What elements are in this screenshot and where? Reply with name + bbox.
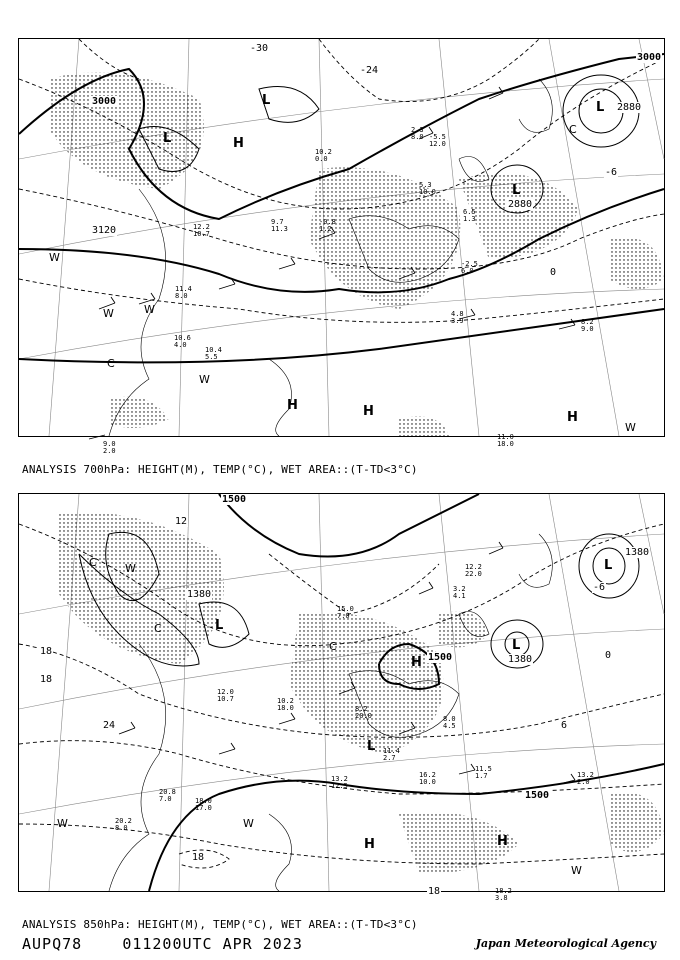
station-obs: 8.0 4.5 bbox=[443, 715, 456, 730]
isotherm-label: -24 bbox=[360, 65, 379, 76]
high-center: H bbox=[497, 834, 508, 849]
panel-caption-850hpa: ANALYSIS 850hPa: HEIGHT(M), TEMP(°C), WET AREA::(T-TD<3°C) bbox=[22, 918, 418, 931]
station-obs: -2.5 6.0 bbox=[461, 260, 478, 275]
low-center: L bbox=[604, 558, 613, 573]
low-center: L bbox=[512, 183, 521, 198]
agency-credit: Japan Meteorological Agency bbox=[475, 937, 656, 950]
low-center: L bbox=[596, 100, 605, 115]
warm-center: W bbox=[125, 562, 136, 575]
low-center: L bbox=[512, 638, 521, 653]
station-obs: 20.8 7.0 bbox=[159, 788, 176, 803]
height-label: 1380 bbox=[187, 589, 212, 600]
footer-product-line bbox=[22, 935, 303, 953]
isotherm-label: -6 bbox=[605, 167, 618, 178]
high-center: H bbox=[287, 398, 298, 413]
warm-center: W bbox=[199, 373, 210, 386]
station-obs: 11.4 8.0 bbox=[175, 285, 192, 300]
cold-center: C bbox=[89, 556, 97, 569]
isotherm-label: -6 bbox=[593, 582, 606, 593]
station-obs: 10.6 4.0 bbox=[174, 334, 191, 349]
cold-center: C bbox=[569, 123, 577, 136]
isotherm-label: 18 bbox=[40, 646, 53, 657]
isotherm-label: 18 bbox=[40, 674, 53, 685]
low-center: L bbox=[215, 618, 224, 633]
isotherm-label: 0 bbox=[605, 650, 612, 661]
station-obs: 12.2 10.7 bbox=[193, 223, 210, 238]
map-panel-850hpa bbox=[18, 493, 665, 902]
station-obs: 10.2 18.0 bbox=[277, 697, 294, 712]
station-obs: 9.0 2.0 bbox=[103, 440, 116, 455]
product-code: AUPQ78 bbox=[22, 935, 83, 953]
station-obs: 8.2 20.0 bbox=[355, 705, 372, 720]
station-obs: 12.0 10.7 bbox=[217, 688, 234, 703]
station-obs: -5.5 12.0 bbox=[429, 133, 446, 148]
station-obs: 15.0 7.0 bbox=[337, 605, 354, 620]
high-center: H bbox=[411, 655, 422, 670]
cold-center: C bbox=[329, 640, 337, 653]
isotherm-label: 6 bbox=[561, 720, 568, 731]
station-obs: 12.2 22.0 bbox=[465, 563, 482, 578]
height-label: 1500 bbox=[222, 494, 247, 505]
height-label: 1380 bbox=[508, 654, 533, 665]
station-obs: -0.8 1.2 bbox=[319, 218, 336, 233]
low-center: L bbox=[262, 93, 271, 108]
wet-areas bbox=[59, 512, 664, 874]
station-obs: 4.8 3.9 bbox=[451, 310, 464, 325]
warm-center: W bbox=[625, 421, 636, 434]
station-obs: 2.3 8.0 bbox=[411, 126, 424, 141]
height-label: 1500 bbox=[525, 790, 550, 801]
warm-center: W bbox=[144, 303, 155, 316]
station-obs: 16.2 10.0 bbox=[419, 771, 436, 786]
high-center: H bbox=[363, 404, 374, 419]
warm-center: W bbox=[49, 251, 60, 264]
station-obs: 6.5 1.3 bbox=[463, 208, 476, 223]
cold-center: C bbox=[154, 622, 162, 635]
warm-center: W bbox=[243, 817, 254, 830]
height-label: 1380 bbox=[625, 547, 650, 558]
height-label: 2880 bbox=[508, 199, 533, 210]
station-obs: 3.2 4.1 bbox=[453, 585, 466, 600]
low-center: L bbox=[367, 739, 376, 754]
valid-time: 011200UTC APR 2023 bbox=[122, 935, 303, 953]
station-obs: 13.2 2.0 bbox=[577, 771, 594, 786]
height-label: 2880 bbox=[617, 102, 642, 113]
isotherm-label: 18 bbox=[428, 886, 441, 897]
map-panel-700hpa bbox=[18, 38, 665, 455]
high-center: H bbox=[567, 410, 578, 425]
isotherm-label: 12 bbox=[175, 516, 188, 527]
station-obs: 10.4 5.5 bbox=[205, 346, 222, 361]
station-obs: 20.2 8.0 bbox=[115, 817, 132, 832]
height-label: 3120 bbox=[92, 225, 117, 236]
height-label: 3000 bbox=[637, 52, 662, 63]
warm-center: W bbox=[103, 307, 114, 320]
isotherm-label: 18 bbox=[192, 852, 205, 863]
isotherm-label: -30 bbox=[250, 43, 269, 54]
warm-center: W bbox=[571, 864, 582, 877]
high-center: H bbox=[364, 837, 375, 852]
low-center: L bbox=[163, 131, 172, 146]
warm-center: W bbox=[57, 817, 68, 830]
station-obs: 11.0 18.0 bbox=[497, 433, 514, 448]
cold-center: C bbox=[107, 357, 115, 370]
station-obs: 18.2 3.8 bbox=[495, 887, 512, 902]
station-obs: 9.7 11.3 bbox=[271, 218, 288, 233]
height-label: 1500 bbox=[428, 652, 453, 663]
height-label: 3000 bbox=[92, 96, 117, 107]
isotherm-label: 0 bbox=[550, 267, 557, 278]
station-obs: 18.0 17.0 bbox=[195, 797, 212, 812]
high-center: H bbox=[233, 136, 244, 151]
station-obs: 10.2 0.0 bbox=[315, 148, 332, 163]
station-obs: 11.4 2.7 bbox=[383, 747, 400, 762]
station-obs: 13.2 12.5 bbox=[331, 775, 348, 790]
station-obs: 8.2 9.0 bbox=[581, 318, 594, 333]
isotherm-label: 24 bbox=[103, 720, 116, 731]
station-obs: 11.5 1.7 bbox=[475, 765, 492, 780]
panel-caption-700hpa: ANALYSIS 700hPa: HEIGHT(M), TEMP(°C), WET AREA::(T-TD<3°C) bbox=[22, 463, 418, 476]
station-obs: 5.3 10.0 bbox=[419, 181, 436, 196]
